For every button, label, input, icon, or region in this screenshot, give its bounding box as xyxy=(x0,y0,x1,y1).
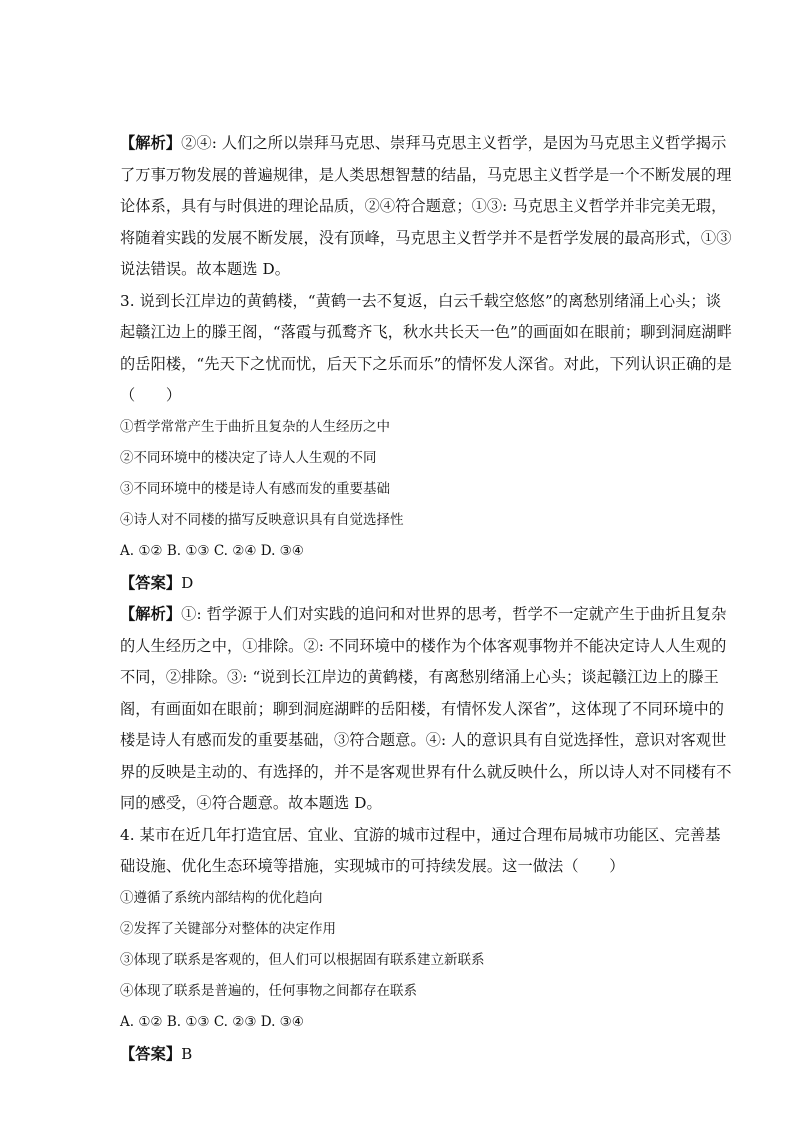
analysis-line: 楼是诗人有感而发的重要基础，③符合题意。④: 人的意识具有自觉选择性，意识对客观世 xyxy=(120,731,727,750)
question-stem-line: （ ） xyxy=(120,386,182,404)
answer-value: D xyxy=(181,573,194,592)
analysis-line: 了万事万物发展的普遍规律，是人类思想智慧的结晶，马克思主义哲学是一个不断发展的理 xyxy=(120,165,732,184)
question-3 xyxy=(120,286,732,820)
document-page xyxy=(120,128,732,1070)
statement-item: ②不同环境中的楼决定了诗人人生观的不同 xyxy=(120,449,377,466)
analysis-q2 xyxy=(120,128,732,286)
statement-item: ③不同环境中的楼是诗人有感而发的重要基础 xyxy=(120,480,390,497)
analysis-line: 【解析】①: 哲学源于人们对实践的追问和对世界的思考，哲学不一定就产生于曲折且复杂 xyxy=(120,605,727,624)
statement-item: ④诗人对不同楼的描写反映意识具有自觉选择性 xyxy=(120,512,404,529)
analysis-line: 阁，有画面如在眼前；聊到洞庭湖畔的岳阳楼，有情怀发人深省”，这体现了不同环境中的 xyxy=(120,699,725,718)
answer-choices: A. ①② B. ①③ C. ②③ D. ③④ xyxy=(120,1014,304,1031)
answer-line xyxy=(120,1039,682,1071)
analysis-line: 同的感受，④符合题意。故本题选 D。 xyxy=(120,794,382,813)
question-stem-line: 础设施、优化生态环境等措施，实现城市的可持续发展。这一做法（ ） xyxy=(120,857,625,876)
analysis-label: 【解析】 xyxy=(120,605,182,624)
analysis-line: 【解析】②④: 人们之所以崇拜马克思、崇拜马克思主义哲学，是因为马克思主义哲学揭示 xyxy=(120,134,727,152)
analysis-line: 的人生经历之中，①排除。②: 不同环境中的楼作为个体客观事物并不能决定诗人人生观的 xyxy=(120,636,727,655)
question-4 xyxy=(120,820,721,1071)
statement-item: ①哲学常常产生于曲折且复杂的人生经历之中 xyxy=(120,418,390,435)
statement-item: ②发挥了关键部分对整体的决定作用 xyxy=(120,920,336,937)
answer-value: B xyxy=(181,1044,193,1063)
statement-item: ③体现了联系是客观的，但人们可以根据固有联系建立新联系 xyxy=(120,951,485,968)
question-stem-line: 的岳阳楼，“先天下之忧而忧，后天下之乐而乐”的情怀发人深省。对此，下列认识正确的是 xyxy=(120,354,732,373)
answer-choices: A. ①② B. ①③ C. ②④ D. ③④ xyxy=(120,543,304,560)
analysis-line: 界的反映是主动的、有选择的，并不是客观世界有什么就反映什么，所以诗人对不同楼有不 xyxy=(120,762,732,781)
answer-line xyxy=(120,568,682,600)
statement-item: ④体现了联系是普遍的，任何事物之间都存在联系 xyxy=(120,983,417,1000)
analysis-line: 论体系，具有与时俱进的理论品质，②④符合题意；①③: 马克思主义哲学并非完美无瑕， xyxy=(120,197,727,215)
question-stem-line: 起赣江边上的滕王阁，“落霞与孤鹜齐飞，秋水共长天一色”的画面如在眼前；聊到洞庭湖畔 xyxy=(120,323,732,341)
answer-label: 【答案】 xyxy=(120,1044,182,1063)
question-stem-line: 3. 说到长江岸边的黄鹤楼，“黄鹤一去不复返，白云千载空悠悠”的离愁别绪涌上心头；谈 xyxy=(120,291,721,310)
analysis-line: 不同，②排除。③: “说到长江岸边的黄鹤楼，有离愁别绪涌上心头；谈起赣江边上的滕王 xyxy=(120,668,719,687)
analysis-label: 【解析】 xyxy=(120,134,182,152)
analysis-line: 说法错误。故本题选 D。 xyxy=(120,260,291,278)
answer-label: 【答案】 xyxy=(120,573,182,592)
question-stem-line: 4. 某市在近几年打造宜居、宜业、宜游的城市过程中，通过合理布局城市功能区、完善基 xyxy=(120,825,721,844)
statement-item: ①遵循了系统内部结构的优化趋向 xyxy=(120,889,323,906)
analysis-line: 将随着实践的发展不断发展，没有顶峰，马克思主义哲学并不是哲学发展的最高形式，①③ xyxy=(120,228,732,247)
